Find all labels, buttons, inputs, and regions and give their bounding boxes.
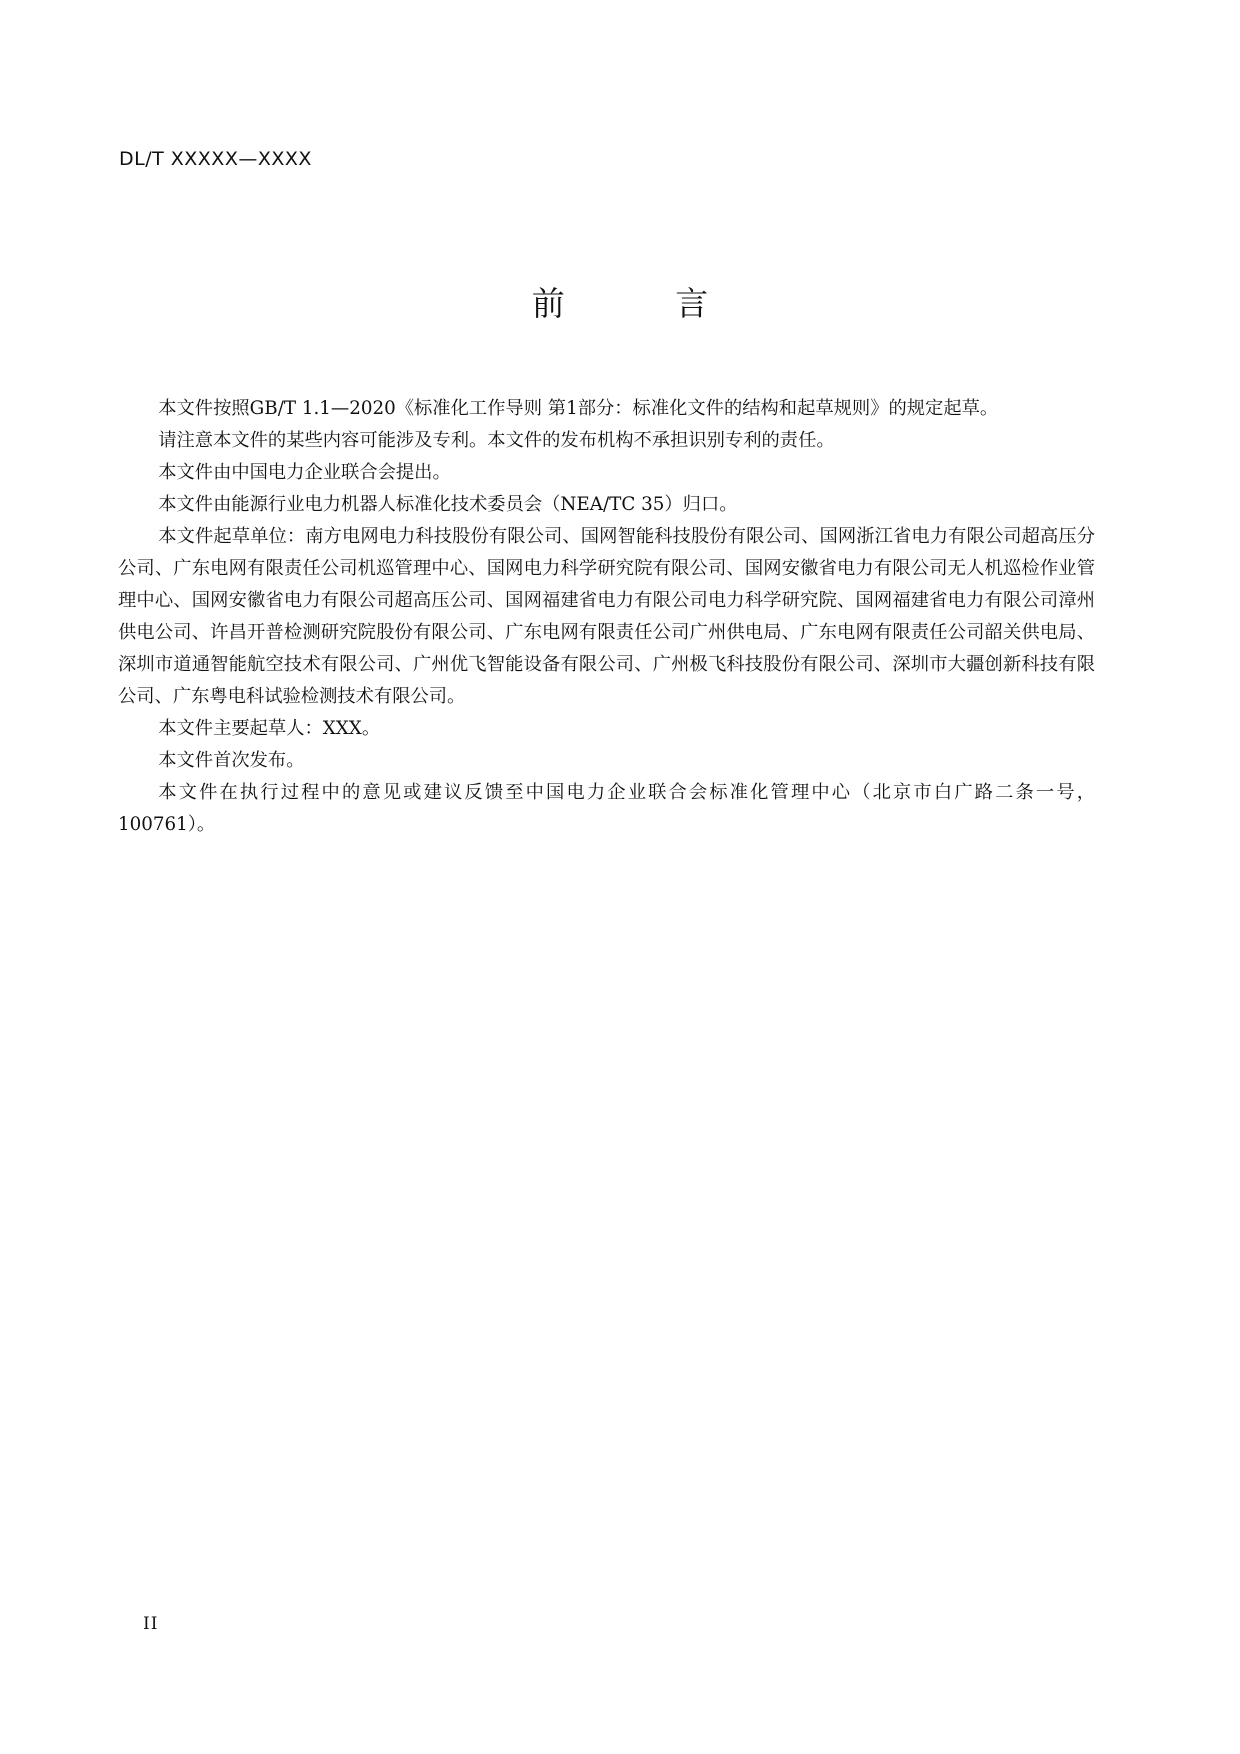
paragraph-drafting-rules: 本文件按照GB/T 1.1—2020《标准化工作导则 第1部分：标准化文件的结构和起草规则》的规定起草。 [158,398,999,419]
foreword-body [118,393,1095,841]
paragraph-technical-committee: 本文件由能源行业电力机器人标准化技术委员会（NEA/TC 35）归口。 [158,494,738,515]
paragraph-drafting-units: 本文件起草单位：南方电网电力科技股份有限公司、国网智能科技股份有限公司、国网浙江省电力有限公司超高压分公司、广东电网有限责任公司机巡管理中心、国网电力科学研究院有限公司、国网安徽省电力有限公司无人机巡检作业管理中心、国网安徽省电力有限公司超高压公司、国网福建省电力有限公司电力科学研究院、国网福建省电力有限公司漳州供电公司、许昌开普检测研究院股份有限公司、广东电网有限责任公司广州供电局、广东电网有限责任公司韶关供电局、深圳市道通智能航空技术有限公司、广州优飞智能设备有限公司、广州极飞科技股份有限公司、深圳市大疆创新科技有限公司、广东粤电科试验检测技术有限公司。 [118,526,1095,707]
paragraph-drafters: 本文件主要起草人：XXX。 [158,718,381,739]
paragraph-patent-notice: 请注意本文件的某些内容可能涉及专利。本文件的发布机构不承担识别专利的责任。 [158,430,835,451]
paragraph-feedback: 本文件在执行过程中的意见或建议反馈至中国电力企业联合会标准化管理中心（北京市白广路二条一号，100761）。 [118,782,1095,835]
page-title: 前 言 [531,284,759,323]
paragraph-first-release: 本文件首次发布。 [158,750,305,771]
document-code: DL/T XXXXX—XXXX [119,148,312,170]
paragraph-proposer: 本文件由中国电力企业联合会提出。 [158,462,451,483]
page-number: II [143,1614,159,1634]
